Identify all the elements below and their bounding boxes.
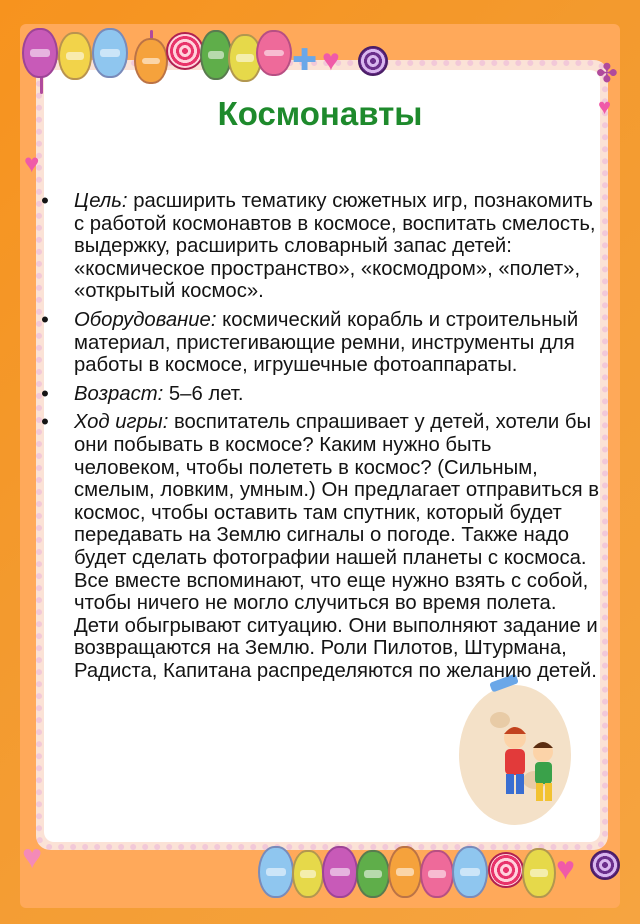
egg-ornament-icon <box>258 846 294 898</box>
content-list <box>40 190 600 688</box>
child-body <box>535 762 552 784</box>
list-item-age <box>40 380 600 406</box>
egg-ornament-icon <box>356 850 390 898</box>
list-item-equipment <box>40 306 600 377</box>
item-text: космический корабль и строительный материал, пристегивающие ремни, инструменты для работы в космосе, игрушечные фотоаппараты. <box>74 308 579 377</box>
heart-ornament-icon: ♥ <box>598 94 612 119</box>
egg-ornament-icon <box>256 30 292 76</box>
item-label: Возраст: <box>74 382 164 405</box>
heart-ornament-icon: ♥ <box>322 44 340 77</box>
heart-ornament-icon: ✤ <box>596 58 618 88</box>
item-text: расширить тематику сюжетных игр, познакомить с работой космонавтов в космосе, воспитать смелость, выдержку, расширить словарный запас детей: «космическое пространство», «космодром», «полет», «открытый космос». <box>74 190 596 303</box>
egg-ornament-icon <box>452 846 488 898</box>
heart-ornament-icon: ♥ <box>24 148 40 178</box>
page-title: Космонавты <box>217 95 423 132</box>
child-leg <box>536 783 543 801</box>
list-item-goal <box>40 190 600 303</box>
child-leg <box>506 774 514 794</box>
heart-ornament-icon: ♥ <box>22 838 43 876</box>
child-leg <box>516 774 524 794</box>
heart-ornament-icon: ✚ <box>292 44 318 77</box>
item-text: воспитатель спрашивает у детей, хотели бы они побывать в космосе? Каким нужно быть человеком, чтобы полететь в космос? (Сильным, смелым, ловким, умным.) Он предлагает отправиться в космос, чтобы оставить там спутник, который будет передавать на Землю сигналы о погоде. Также надо будет сделать фотографии нашей планеты с космоса. Все вместе вспоминают, что еще нужно взять с собой, чтобы ничего не могло случиться во время полета. Дети обыгрывают ситуацию. Они выполняют задание и возвращаются на Землю. Роли Пилотов, Штурмана, Радиста, Капитана распределяются по желанию детей. <box>74 411 600 682</box>
egg-ornament-icon <box>322 846 358 898</box>
egg-ornament-icon <box>134 38 168 84</box>
egg-ornament-icon <box>58 32 92 80</box>
item-label: Оборудование: <box>74 308 217 331</box>
item-text: 5–6 лет. <box>168 382 244 405</box>
egg-ornament-icon <box>420 850 454 898</box>
swirl-ball-icon <box>590 850 620 880</box>
child-body <box>505 749 525 775</box>
egg-ornament-icon <box>22 28 58 78</box>
bullet-icon: • <box>41 380 49 406</box>
heart-ornament-icon: ♥ <box>556 850 575 886</box>
bullet-icon: • <box>41 409 49 435</box>
crater <box>490 712 510 728</box>
egg-ornament-icon <box>292 850 324 898</box>
list-item-game-course <box>40 411 600 682</box>
swirl-ball-icon <box>358 46 388 76</box>
bullet-icon: • <box>41 306 49 332</box>
bullet-icon: • <box>41 188 49 213</box>
child-leg <box>545 783 552 801</box>
swirl-ball-icon <box>488 852 524 888</box>
egg-ornament-icon <box>92 28 128 78</box>
egg-ornament-icon <box>522 848 556 898</box>
swirl-ball-icon <box>166 32 204 70</box>
item-label: Цель: <box>74 190 128 212</box>
item-label: Ход игры: <box>74 411 169 434</box>
egg-ornament-icon <box>388 846 422 898</box>
